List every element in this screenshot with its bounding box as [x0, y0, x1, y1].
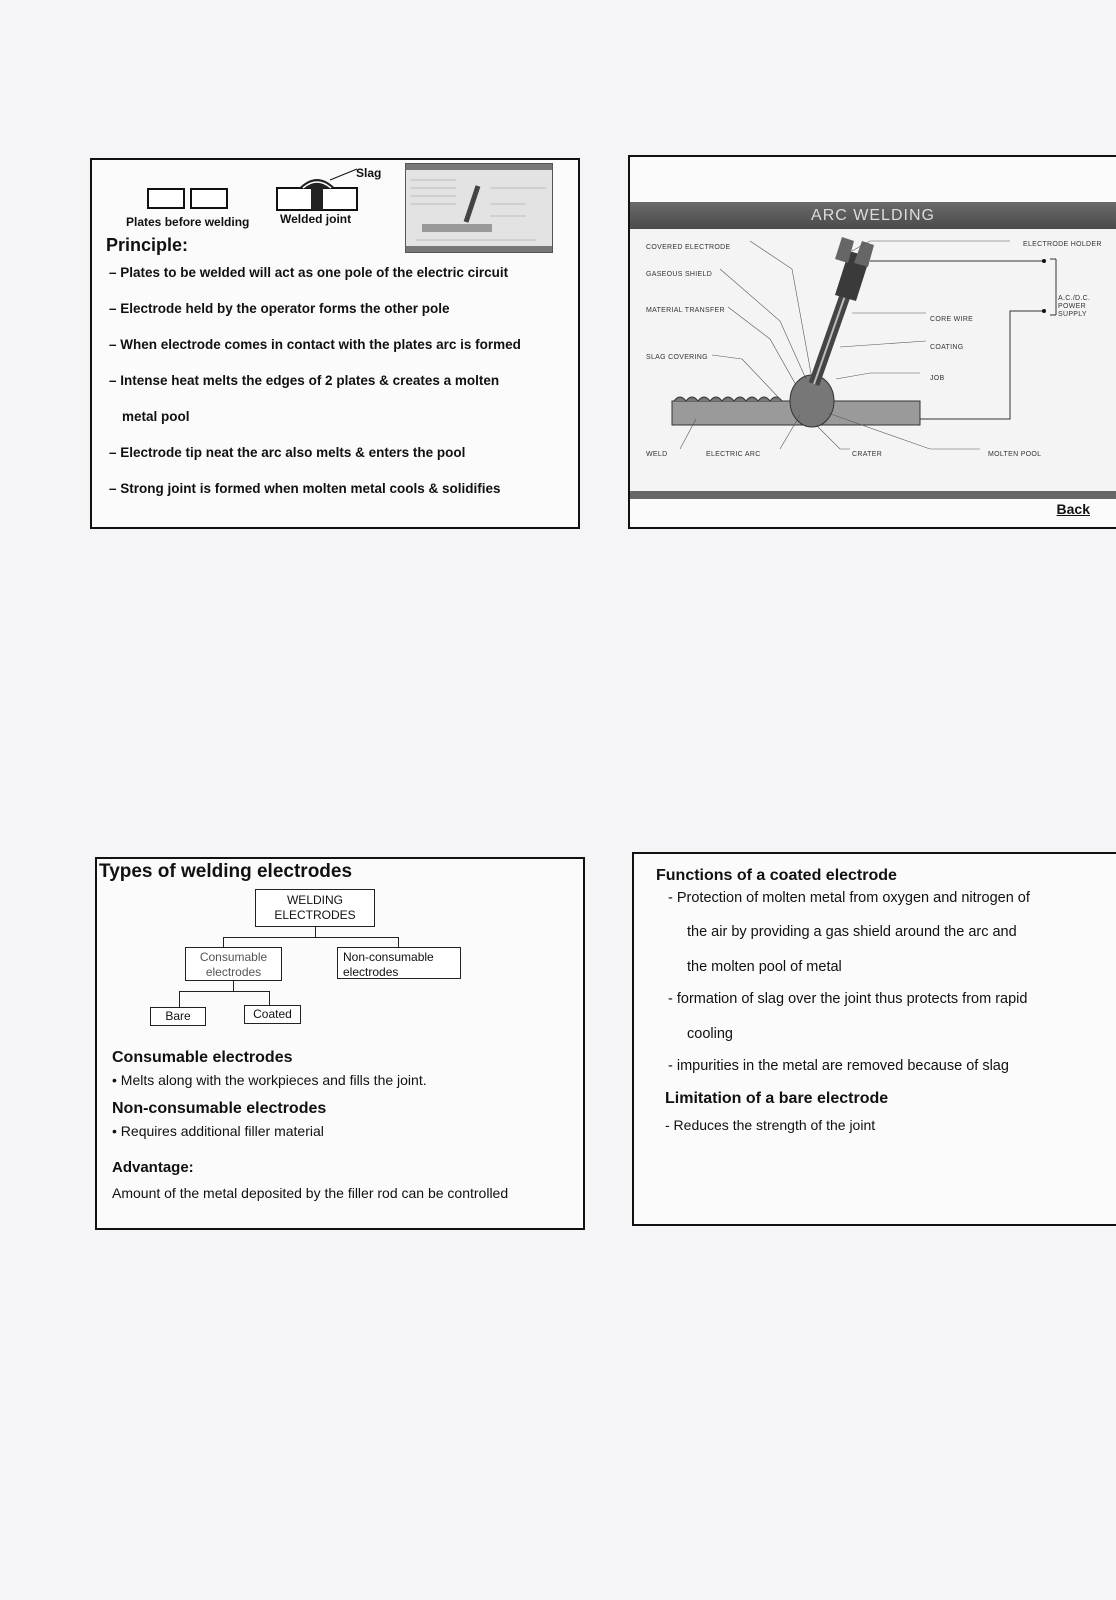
tree-consumable-box: [185, 947, 282, 981]
principle-bullet-4: – Intense heat melts the edges of 2 plates & creates a molten: [109, 373, 500, 388]
function-line-3: the molten pool of metal: [687, 959, 842, 975]
caption-welded-joint: Welded joint: [280, 212, 352, 226]
tree-connector: [233, 981, 234, 991]
principle-bullet-5: – Electrode tip neat the arc also melts & enters the pool: [109, 445, 466, 460]
label-molten-pool: MOLTEN POOL: [988, 451, 1042, 458]
label-electric-arc: ELECTRIC ARC: [706, 451, 761, 458]
plate-right-shape: [190, 188, 228, 209]
tree-connector: [223, 937, 398, 938]
label-power-supply-3: SUPPLY: [1058, 311, 1087, 318]
principle-bullet-6: – Strong joint is formed when molten metal cools & solidifies: [109, 481, 501, 496]
nonconsumable-bullet: • Requires additional filler material: [112, 1123, 324, 1139]
tree-bare-box: Bare: [150, 1007, 206, 1026]
advantage-text: Amount of the metal deposited by the filler rod can be controlled: [112, 1185, 509, 1201]
label-power-supply-1: A.C./D.C.: [1058, 295, 1091, 302]
arc-welding-title: ARC WELDING: [630, 202, 1116, 229]
tree-nonconsumable-box: [337, 947, 461, 979]
label-material-transfer: MATERIAL TRANSFER: [646, 307, 725, 314]
arc-welding-thumbnail[interactable]: [405, 163, 553, 253]
tree-connector: [179, 991, 180, 1007]
principle-bullet-2: – Electrode held by the operator forms the other pole: [109, 301, 450, 316]
advantage-heading: Advantage:: [112, 1159, 194, 1176]
tree-connector: [179, 991, 269, 992]
slide-arc-welding-principle: [90, 158, 580, 529]
nonconsumable-heading: Non-consumable electrodes: [112, 1100, 327, 1117]
types-title: Types of welding electrodes: [99, 861, 353, 882]
label-coating: COATING: [930, 344, 964, 351]
function-line-4: - formation of slag over the joint thus protects from rapid: [668, 991, 1028, 1007]
tree-root-line-2: ELECTRODES: [274, 908, 356, 922]
slide-footer-bar: [630, 491, 1116, 499]
tree-consumable-line-1: Consumable: [199, 950, 268, 964]
tree-connector: [398, 937, 399, 947]
function-line-6: - impurities in the metal are removed because of slag: [668, 1058, 1009, 1074]
label-gaseous-shield: GASEOUS SHIELD: [646, 271, 713, 278]
tree-root-line-1: WELDING: [286, 893, 343, 907]
label-slag-covering: SLAG COVERING: [646, 354, 708, 361]
label-covered-electrode: COVERED ELECTRODE: [646, 244, 731, 251]
functions-heading: Functions of a coated electrode: [656, 867, 897, 884]
tree-connector: [315, 927, 316, 937]
label-electrode-holder: ELECTRODE HOLDER: [1023, 241, 1102, 248]
tree-consumable-line-2: electrodes: [205, 965, 262, 979]
function-line-5: cooling: [687, 1026, 733, 1042]
tree-connector: [223, 937, 224, 947]
tree-nonconsumable-line-2: electrodes: [343, 965, 399, 979]
slide-arc-welding-diagram: [628, 155, 1116, 529]
consumable-heading: Consumable electrodes: [112, 1049, 293, 1066]
function-line-1: - Protection of molten metal from oxygen and nitrogen of: [668, 890, 1030, 906]
principle-bullet-3: – When electrode comes in contact with the plates arc is formed: [109, 337, 521, 352]
label-power-supply-2: POWER: [1058, 303, 1086, 310]
label-weld: WELD: [646, 451, 668, 458]
caption-slag: Slag: [356, 166, 382, 180]
tree-coated-box: Coated: [244, 1005, 301, 1024]
slide-coated-electrode-functions: [632, 852, 1116, 1226]
principle-bullet-4-continued: metal pool: [122, 409, 190, 424]
tree-root-box: [255, 889, 375, 927]
principle-bullet-1: – Plates to be welded will act as one pole of the electric circuit: [109, 265, 509, 280]
plate-left-shape: [147, 188, 185, 209]
consumable-bullet: • Melts along with the workpieces and fills the joint.: [112, 1072, 427, 1088]
label-core-wire: CORE WIRE: [930, 316, 974, 323]
label-job: JOB: [930, 375, 945, 382]
tree-connector: [269, 991, 270, 1005]
back-link[interactable]: Back: [1056, 501, 1090, 517]
label-crater: CRATER: [852, 451, 883, 458]
caption-plates-before-welding: Plates before welding: [126, 215, 250, 229]
limitation-heading: Limitation of a bare electrode: [665, 1090, 889, 1107]
tree-nonconsumable-line-1: Non-consumable: [343, 950, 434, 964]
principle-heading: Principle:: [106, 235, 189, 255]
limitation-text: - Reduces the strength of the joint: [665, 1117, 876, 1133]
slide-types-of-electrodes: [95, 857, 585, 1230]
function-line-2: the air by providing a gas shield around the arc and: [687, 924, 1017, 940]
